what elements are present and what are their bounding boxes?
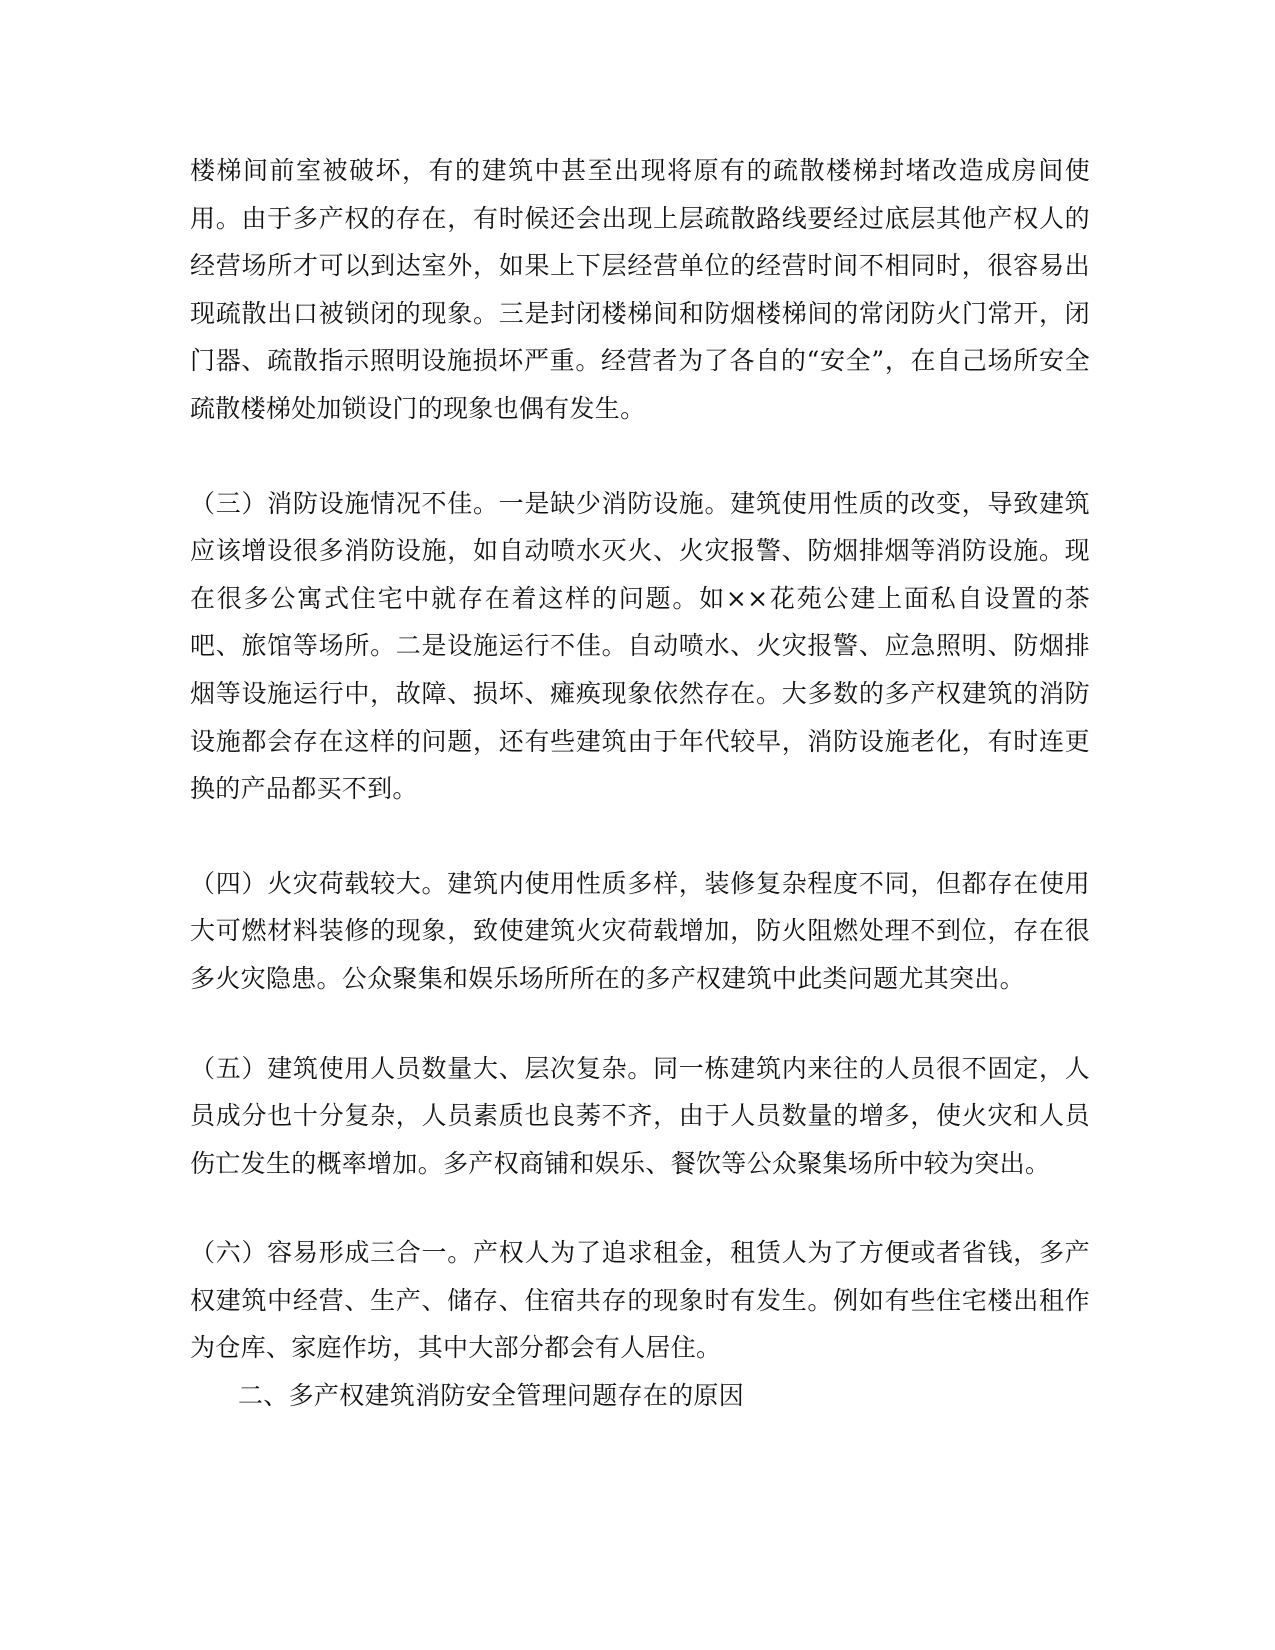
document-page xyxy=(190,147,1090,1420)
paragraph-three-in-one: （六）容易形成三合一。产权人为了追求租金，租赁人为了方便或者省钱，多产权建筑中经营、生产、储存、住宿共存的现象时有发生。例如有些住宅楼出租作为仓库、家庭作坊，其中大部分都会有人居住。 xyxy=(190,1238,1090,1363)
section-heading: 二、多产权建筑消防安全管理问题存在的原因 xyxy=(238,1381,745,1411)
paragraph-occupants: （五）建筑使用人员数量大、层次复杂。同一栋建筑内来往的人员很不固定，人员成分也十分复杂，人员素质也良莠不齐，由于人员数量的增多，使火灾和人员伤亡发生的概率增加。多产权商铺和娱乐、餐饮等公众聚集场所中较为突出。 xyxy=(190,1053,1090,1178)
paragraph-fire-load: （四）火灾荷载较大。建筑内使用性质多样，装修复杂程度不同，但都存在使用大可燃材料装修的现象，致使建筑火灾荷载增加，防火阻燃处理不到位，存在很多火灾隐患。公众聚集和娱乐场所所在的多产权建筑中此类问题尤其突出。 xyxy=(190,868,1090,993)
paragraph-fire-facilities: （三）消防设施情况不佳。一是缺少消防设施。建筑使用性质的改变，导致建筑应该增设很多消防设施，如自动喷水灭火、火灾报警、防烟排烟等消防设施。现在很多公寓式住宅中就存在着这样的问题。如××花苑公建上面私自设置的茶吧、旅馆等场所。二是设施运行不佳。自动喷水、火灾报警、应急照明、防烟排烟等设施运行中，故障、损坏、瘫痪现象依然存在。大多数的多产权建筑的消防设施都会存在这样的问题，还有些建筑由于年代较早，消防设施老化，有时连更换的产品都买不到。 xyxy=(190,488,1090,804)
paragraph-evacuation-issues: 楼梯间前室被破坏，有的建筑中甚至出现将原有的疏散楼梯封堵改造成房间使用。由于多产权的存在，有时候还会出现上层疏散路线要经过底层其他产权人的经营场所才可以到达室外，如果上下层经营单位的经营时间不相同时，很容易出现疏散出口被锁闭的现象。三是封闭楼梯间和防烟楼梯间的常闭防火门常开，闭门器、疏散指示照明设施损坏严重。经营者为了各自的“安全”，在自己场所安全疏散楼梯处加锁设门的现象也偶有发生。 xyxy=(190,156,1090,423)
